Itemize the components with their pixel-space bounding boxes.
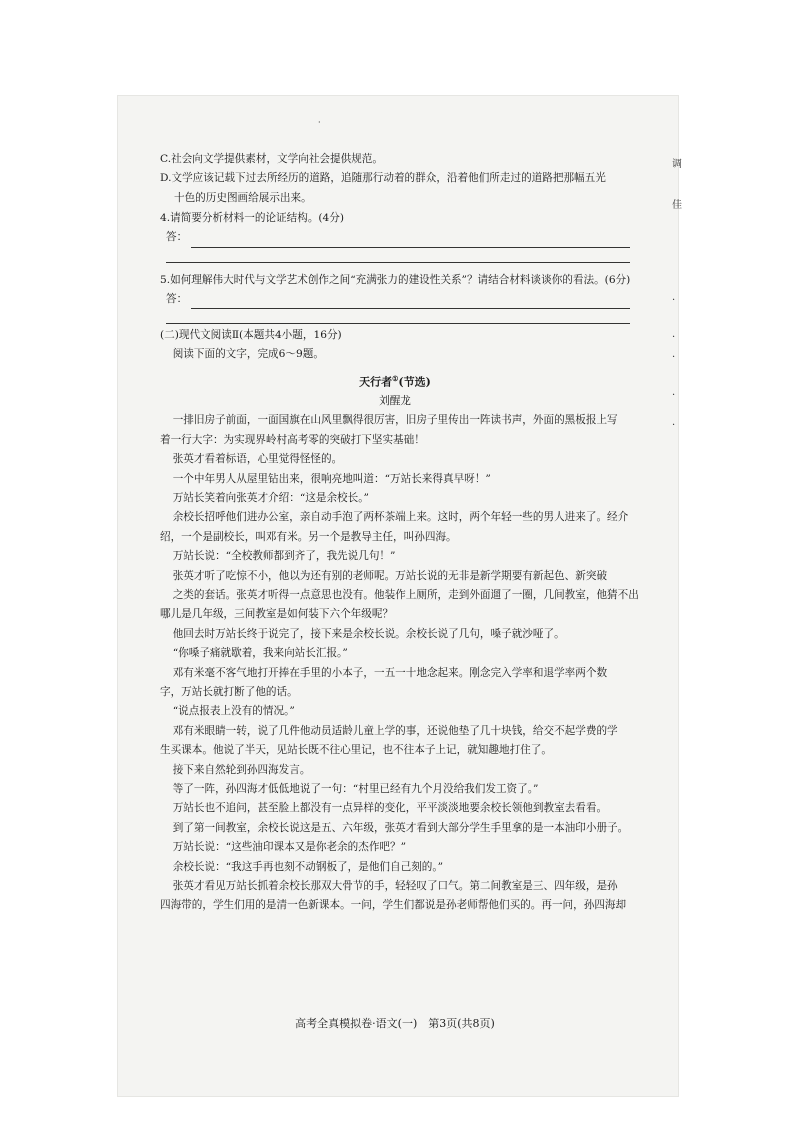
- answer-label: 答：: [166, 231, 188, 244]
- section-heading: (二)现代文阅读Ⅱ(本题共4小题，16分): [160, 329, 342, 342]
- passage-line: 哪儿是几年级，三间教室是如何装下六个年级呢？: [160, 608, 394, 621]
- edge-mark: ·: [672, 332, 676, 343]
- passage-line: “你嗓子痛就歇着，我来向站长汇报。”: [172, 647, 348, 660]
- exam-page-content: [160, 150, 639, 916]
- edge-mark: 佳: [672, 200, 682, 211]
- passage-line: 之类的套话。张英才听得一点意思也没有。他装作上厕所，走到外面遛了一圈，几间教室，他猜不出: [172, 588, 639, 601]
- speck: ·: [318, 118, 321, 127]
- passage-line: 张英才看着标语，心里觉得怪怪的。: [172, 453, 343, 466]
- edge-mark: ·: [672, 352, 676, 363]
- passage-line: 万站长说：“这些油印课本又是你老余的杰作吧？”: [172, 841, 407, 854]
- passage-line: 四海带的，学生们用的是清一色新课本。一问，学生们都说是孙老师帮他们买的。再一问，孙四海却: [160, 899, 627, 912]
- passage-line: 等了一阵，孙四海才低低地说了一句：“村里已经有九个月没给我们发工资了。”: [172, 783, 539, 796]
- passage-line: 万站长也不追问，甚至脸上都没有一点异样的变化，平平淡淡地要余校长领他到教室去看看。: [172, 802, 608, 815]
- answer-line-q5[interactable]: [160, 290, 630, 309]
- edge-mark: 调: [672, 159, 682, 170]
- passage-line: 邓有米眼睛一转，说了几件他动员适龄儿童上学的事，还说他垫了几十块钱，给交不起学费的学: [172, 724, 618, 737]
- answer-rule: [191, 234, 630, 248]
- answer-rule-q5-2[interactable]: [166, 309, 630, 324]
- passage-line: 张英才听了吃惊不小，他以为还有别的老师呢。万站长说的无非是新学期要有新起色、新突破: [172, 569, 608, 582]
- option-d-line2: 十色的历史图画给展示出来。: [174, 191, 312, 204]
- edge-mark: ·: [672, 390, 676, 401]
- edge-mark: ·: [672, 295, 676, 306]
- passage-body: [160, 411, 639, 916]
- passage-line: 余校长招呼他们进办公室，亲自动手泡了两杯茶端上来。这时，两个年轻一些的男人进来了。经介: [172, 511, 629, 524]
- passage-title-tail: (节选): [398, 375, 431, 389]
- edge-mark: ·: [672, 420, 676, 431]
- passage-line: 张英才看见万站长抓着余校长那双大骨节的手，轻轻叹了口气。第二间教室是三、四年级，是孙: [172, 880, 618, 893]
- page-footer: 高考全真模拟卷·语文(一) 第3页(共8页): [295, 1017, 495, 1030]
- option-d-line1: D.文学应该记载下过去所经历的道路，追随那行动着的群众，沿着他们所走过的道路把那幅五光: [160, 172, 606, 185]
- passage-line: 万站长笑着向张英才介绍：“这是余校长。”: [172, 491, 369, 504]
- option-c: C.社会向文学提供素材，文学向社会提供规范。: [160, 153, 383, 165]
- passage-title: [160, 369, 630, 392]
- answer-label: 答：: [166, 292, 188, 305]
- passage-line: 他回去时万站长终于说完了，接下来是余校长说。余校长说了几句，嗓子就沙哑了。: [172, 627, 565, 640]
- passage-line: 生买课本。他说了半天，见站长既不往心里记，也不往本子上记，就知趣地打住了。: [160, 744, 552, 757]
- passage-line: 万站长说：“全校教师都到齐了，我先说几句！”: [172, 550, 396, 563]
- question-5: 5.如何理解伟大时代与文学艺术创作之间“充满张力的建设性关系”？请结合材料谈谈你的看法。(6分): [160, 273, 631, 286]
- passage-title-text: 天行者: [359, 375, 393, 389]
- footnote-marker: ①: [392, 373, 399, 383]
- question-4: 4.请简要分析材料一的论证结构。(4分): [160, 212, 345, 225]
- passage-line: 字，万站长就打断了他的话。: [160, 686, 298, 698]
- reading-instruction: 阅读下面的文字，完成6～9题。: [172, 348, 324, 361]
- passage-line: 一个中年男人从屋里钻出来，很响亮地叫道：“万站长来得真早呀！”: [172, 472, 491, 485]
- answer-rule-q4-2[interactable]: [166, 248, 630, 263]
- passage-line: 绍，一个是副校长，叫邓有米。另一个是教导主任，叫孙四海。: [160, 530, 457, 543]
- answer-line-q4[interactable]: [160, 229, 630, 248]
- passage-line: 邓有米毫不客气地打开捧在手里的小本子，一五一十地念起来。刚念完入学率和退学率两个数: [172, 666, 608, 679]
- passage-line: 余校长说：“我这手再也刻不动钢板了，是他们自己刻的。”: [172, 860, 444, 873]
- passage-line: 着一行大字：为实现界岭村高考零的突破打下坚实基础！: [160, 433, 425, 446]
- passage-line: “说点报表上没有的情况。”: [172, 705, 295, 718]
- passage-author: 刘醒龙: [379, 394, 411, 407]
- passage-line: 到了第一间教室，余校长说这是五、六年级，张英才看到大部分学生手里拿的是一本油印小册子。: [172, 821, 629, 834]
- answer-rule: [191, 295, 630, 309]
- passage-line: 接下来自然轮到孙四海发言。: [172, 763, 311, 776]
- passage-line: 一排旧房子前面，一面国旗在山风里飘得很厉害，旧房子里传出一阵读书声，外面的黑板报上写: [172, 414, 618, 427]
